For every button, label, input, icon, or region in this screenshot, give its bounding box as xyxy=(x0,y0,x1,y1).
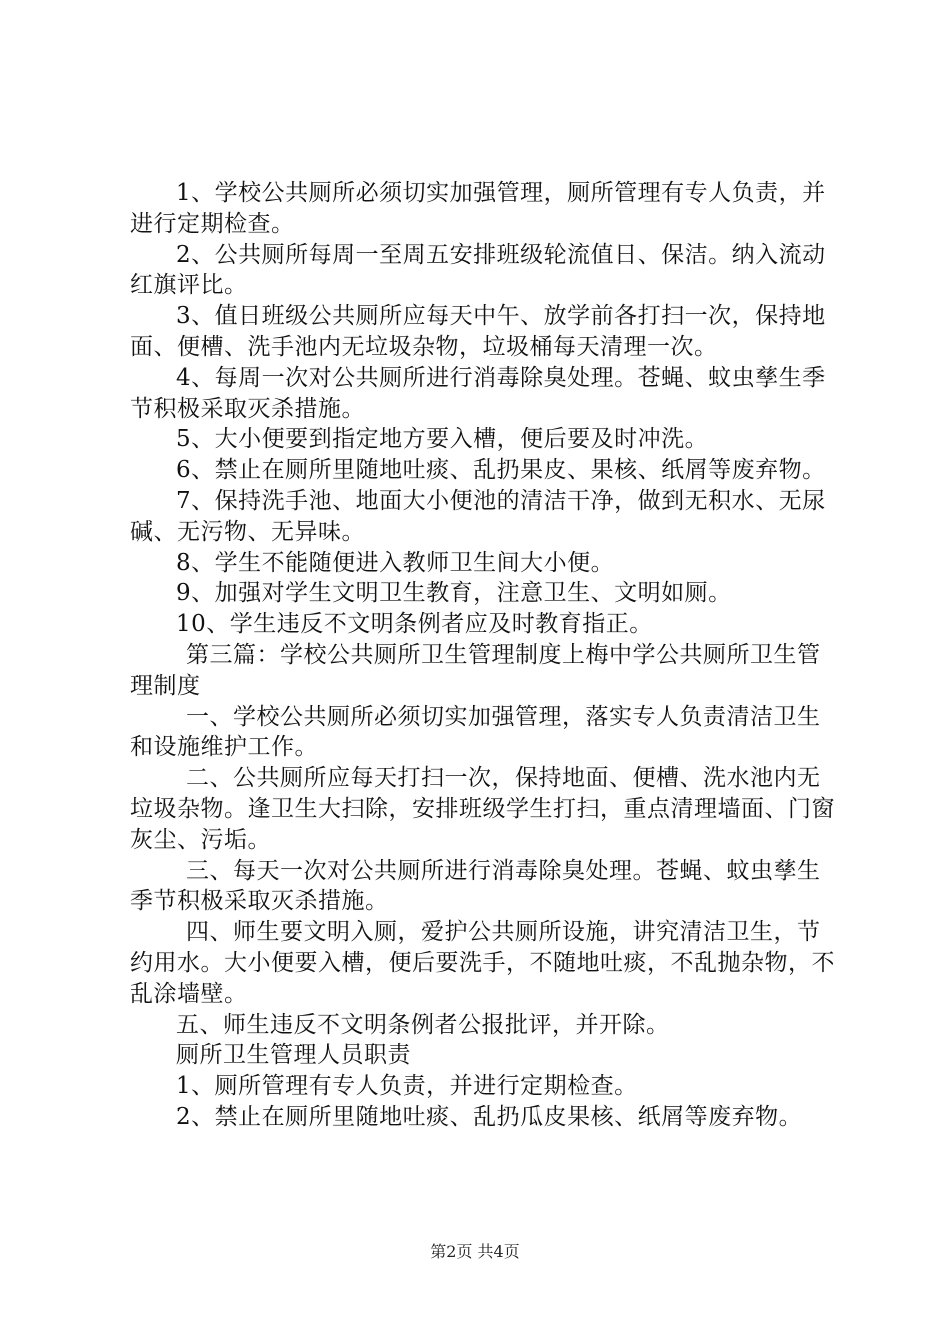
paragraph-item-4: 四、师生要文明入厕，爱护公共厕所设施，讲究清洁卫生，节约用水。大小便要入槽，便后要洗手，不随地吐痰，不乱抛杂物，不乱涂墙壁。 xyxy=(130,919,835,1007)
paragraph-6: 6、禁止在厕所里随地吐痰、乱扔果皮、果核、纸屑等废弃物。 xyxy=(176,457,826,484)
subheading-duties: 厕所卫生管理人员职责 xyxy=(176,1042,411,1069)
paragraph-9: 9、加强对学生文明卫生教育，注意卫生、文明如厕。 xyxy=(176,580,732,607)
paragraph-item-1: 一、学校公共厕所必须切实加强管理，落实专人负责清洁卫生和设施维护工作。 xyxy=(130,703,821,761)
paragraph-item-3: 三、每天一次对公共厕所进行消毒除臭处理。苍蝇、蚊虫孳生季节积极采取灭杀措施。 xyxy=(130,857,821,915)
paragraph-item-2: 二、公共厕所应每天打扫一次，保持地面、便槽、洗水池内无垃圾杂物。逢卫生大扫除，安排班级学生打扫，重点清理墙面、门窗灰尘、污垢。 xyxy=(130,765,835,853)
duty-item-2: 2、禁止在厕所里随地吐痰、乱扔瓜皮果核、纸屑等废弃物。 xyxy=(176,1103,803,1130)
paragraph-8: 8、学生不能随便进入教师卫生间大小便。 xyxy=(176,549,615,576)
paragraph-5: 5、大小便要到指定地方要入槽，便后要及时冲洗。 xyxy=(176,426,709,453)
section-heading: 第三篇：学校公共厕所卫生管理制度上梅中学公共厕所卫生管理制度 xyxy=(130,641,821,699)
paragraph-3: 3、值日班级公共厕所应每天中午、放学前各打扫一次，保持地面、便槽、洗手池内无垃圾杂物，垃圾桶每天清理一次。 xyxy=(130,303,826,360)
paragraph-item-5: 五、师生违反不文明条例者公报批评，并开除。 xyxy=(176,1011,670,1038)
paragraph-7: 7、保持洗手池、地面大小便池的清洁干净，做到无积水、无尿碱、无污物、无异味。 xyxy=(130,487,826,545)
duty-item-1: 1、厕所管理有专人负责，并进行定期检查。 xyxy=(176,1073,638,1100)
paragraph-1: 1、学校公共厕所必须切实加强管理，厕所管理有专人负责，并进行定期检查。 xyxy=(130,180,826,237)
paragraph-4: 4、每周一次对公共厕所进行消毒除臭处理。苍蝇、蚊虫孳生季节积极采取灭杀措施。 xyxy=(130,364,826,422)
paragraph-10: 10、学生违反不文明条例者应及时教育指正。 xyxy=(176,611,653,638)
paragraph-2: 2、公共厕所每周一至周五安排班级轮流值日、保洁。纳入流动红旗评比。 xyxy=(130,241,826,299)
page-footer: 第2页 共4页 xyxy=(430,1242,520,1261)
document-body xyxy=(130,178,842,1133)
